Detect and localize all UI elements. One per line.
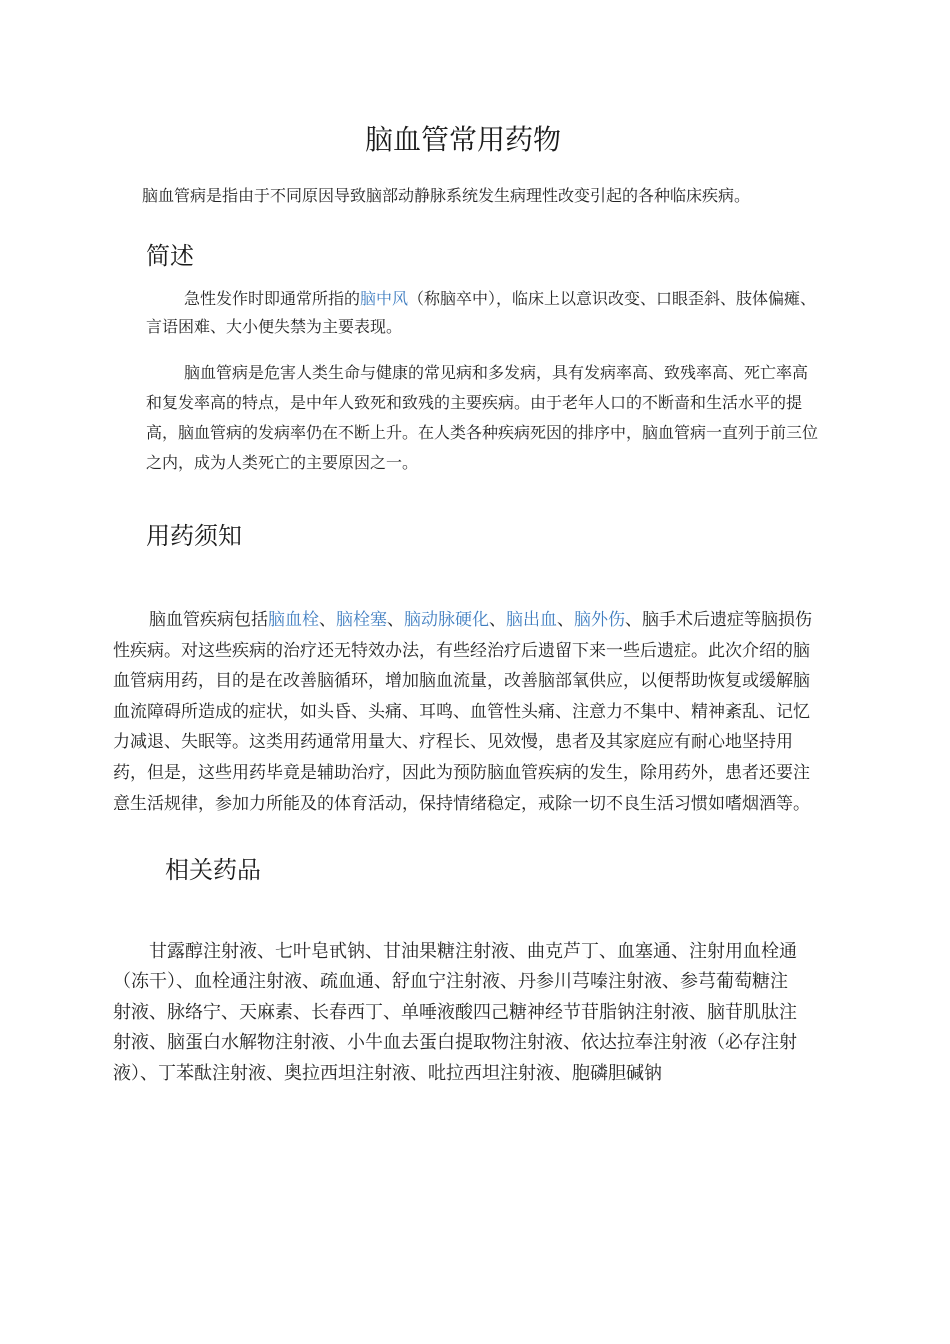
link-stroke[interactable]: 脑中风 [360, 289, 409, 308]
intro-paragraph: 脑血管病是指由于不同原因导致脑部动静脉系统发生病理性改变引起的各种临床疾病。 [142, 186, 751, 205]
notes-paragraph [113, 605, 823, 819]
notes-p-after: 、脑手术后遗症等脑损伤性疾病。对这些疾病的治疗还无特效办法，有些经治疗后遗留下来一些后遗症。此次介绍的脑血管病用药，目的是在改善脑循环，增加脑血流量，改善脑部氧供应，以便帮助恢复或缓解脑血流障碍所造成的症状，如头昏、头痛、耳鸣、血管性头痛、注意力不集中、精神紊乱、记忆力减退、失眠等。这类用药通常用量大、疗程长、见效慢，患者及其家庭应有耐心地坚持用药，但是，这些用药毕竟是辅助治疗，因此为预防脑血管疾病的发生，除用药外，患者还要注意生活规律，参加力所能及的体育活动，保持情绪稳定，戒除一切不良生活习惯如嗜烟酒等。 [113, 610, 812, 814]
link-cerebral-thrombosis[interactable]: 脑血栓 [268, 610, 319, 630]
separator: 、 [387, 610, 404, 630]
document-title: 脑血管常用药物 [364, 123, 561, 156]
section-heading-overview: 简述 [146, 242, 194, 270]
link-cerebral-hemorrhage[interactable]: 脑出血 [506, 610, 557, 630]
notes-p-before: 脑血管疾病包括 [149, 610, 268, 630]
link-cerebral-arteriosclerosis[interactable]: 脑动脉硬化 [404, 610, 489, 630]
overview-paragraph-2: 脑血管病是危害人类生命与健康的常见病和多发病，具有发病率高、致残率高、死亡率高和复发率高的特点，是中年人致死和致残的主要疾病。由于老年人口的不断啬和生活水平的提高，脑血管病的发病率仍在不断上升。在人类各种疾病死因的排序中，脑血管病一直列于前三位之内，成为人类死亡的主要原因之一。 [146, 363, 819, 472]
separator: 、 [557, 610, 574, 630]
section-heading-notes: 用药须知 [146, 522, 242, 550]
overview-p1-before: 急性发作时即通常所指的 [184, 289, 361, 308]
link-cerebral-embolism[interactable]: 脑栓塞 [336, 610, 387, 630]
related-drugs-paragraph: 甘露醇注射液、七叶皂甙钠、甘油果糖注射液、曲克芦丁、血塞通、注射用血栓通（冻干）、血栓通注射液、疏血通、舒血宁注射液、丹参川芎嗪注射液、参芎葡萄糖注射液、脉络宁、天麻素、长春西丁、单唾液酸四己糖神经节苷脂钠注射液、脑苷肌肽注射液、脑蛋白水解物注射液、小牛血去蛋白提取物注射液、依达拉奉注射液（必存注射液）、丁苯酞注射液、奥拉西坦注射液、吡拉西坦注射液、胞磷胆碱钠 [113, 941, 797, 1084]
section-heading-related: 相关药品 [165, 856, 261, 884]
overview-paragraph-1 [146, 285, 818, 341]
overview-p1-after: （称脑卒中），临床上以意识改变、口眼歪斜、肢体偏瘫、言语困难、大小便失禁为主要表现。 [146, 289, 817, 336]
separator: 、 [319, 610, 336, 630]
separator: 、 [489, 610, 506, 630]
link-brain-injury[interactable]: 脑外伤 [574, 610, 625, 630]
